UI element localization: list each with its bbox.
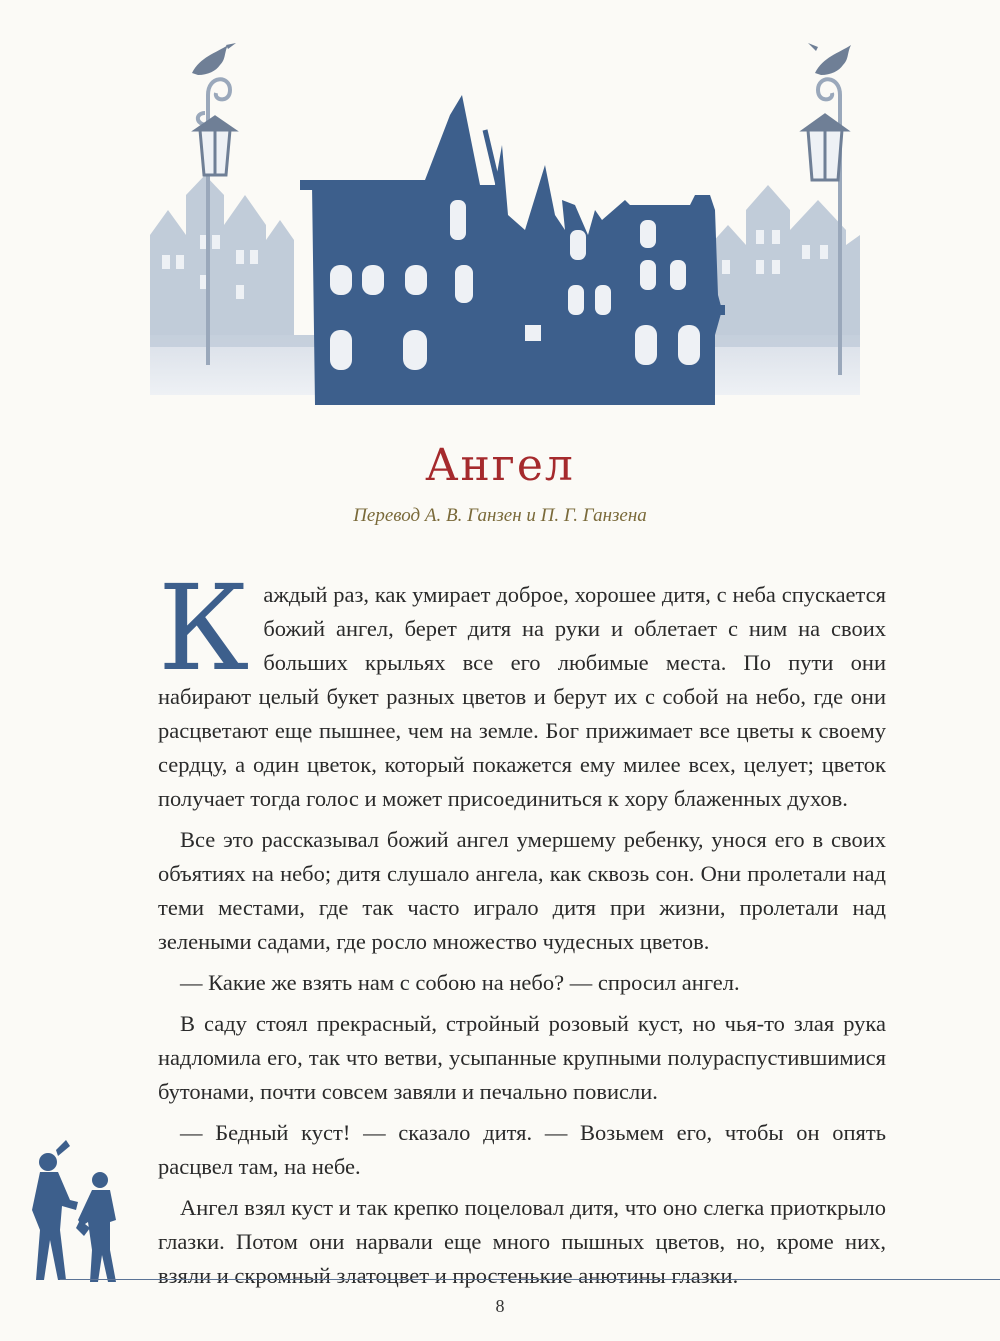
paragraph-3: — Какие же взять нам с собою на небо? — спросил ангел. — [180, 970, 740, 995]
drop-cap: К — [158, 559, 250, 697]
story-title: Ангел — [425, 440, 575, 491]
background-houses-left — [150, 175, 294, 345]
story-body — [158, 559, 886, 1300]
translator-credit: Перевод А. В. Ганзен и П. Г. Ганзена — [353, 505, 647, 526]
main-houses-silhouette — [300, 95, 725, 405]
lantern-right — [804, 115, 846, 180]
house-silhouette-illustration — [150, 35, 860, 425]
figures-silhouette — [18, 1140, 138, 1290]
paragraph-1: Каждый раз, как умирает доброе, хорошее дитя, с неба спускается божий ангел, берет дитя на руки и облетает с ним на своих больших крыльях все его любимые места. По пути они набирают целый букет разных цветов и берут их с собой на небо, где они расцветают еще пышнее, чем на земле. Бог прижимает все цветы к своему сердцу, а один цветок, который покажется ему милее всех, целует; цветок получает тогда голос и может присоединиться к хору блаженных духов. — [158, 559, 886, 811]
background-houses-right — [710, 185, 860, 345]
crow-right — [808, 43, 851, 75]
paragraph-2: Все это рассказывал божий ангел умершему ребенку, унося его в своих объятиях на небо; дитя слушало ангела, как сквозь сон. Они пролетали над теми местами, где так часто играло дитя при жизни, пролетали над зелеными садами, где росло множество чудесных цветов. — [158, 827, 886, 954]
lantern-left — [196, 117, 234, 175]
paragraph-6: Ангел взял куст и так крепко поцеловал дитя, что оно слегка приоткрыло глазки. Потом они нарвали еще много пышных цветов, но, кроме них, взяли и скромный златоцвет и простенькие анютины глазки. — [158, 1195, 886, 1288]
crow-left — [192, 43, 236, 75]
footer-rule — [60, 1279, 1000, 1280]
paragraph-5: — Бедный куст! — сказало дитя. — Возьмем его, чтобы он опять расцвел там, на небе. — [158, 1120, 886, 1179]
page-number: 8 — [495, 1296, 505, 1316]
paragraph-4: В саду стоял прекрасный, стройный розовый куст, но чья-то злая рука надломила его, так что ветви, усыпанные крупными полураспустившимися бутонами, почти совсем завяли и печально повисли. — [158, 1011, 886, 1104]
